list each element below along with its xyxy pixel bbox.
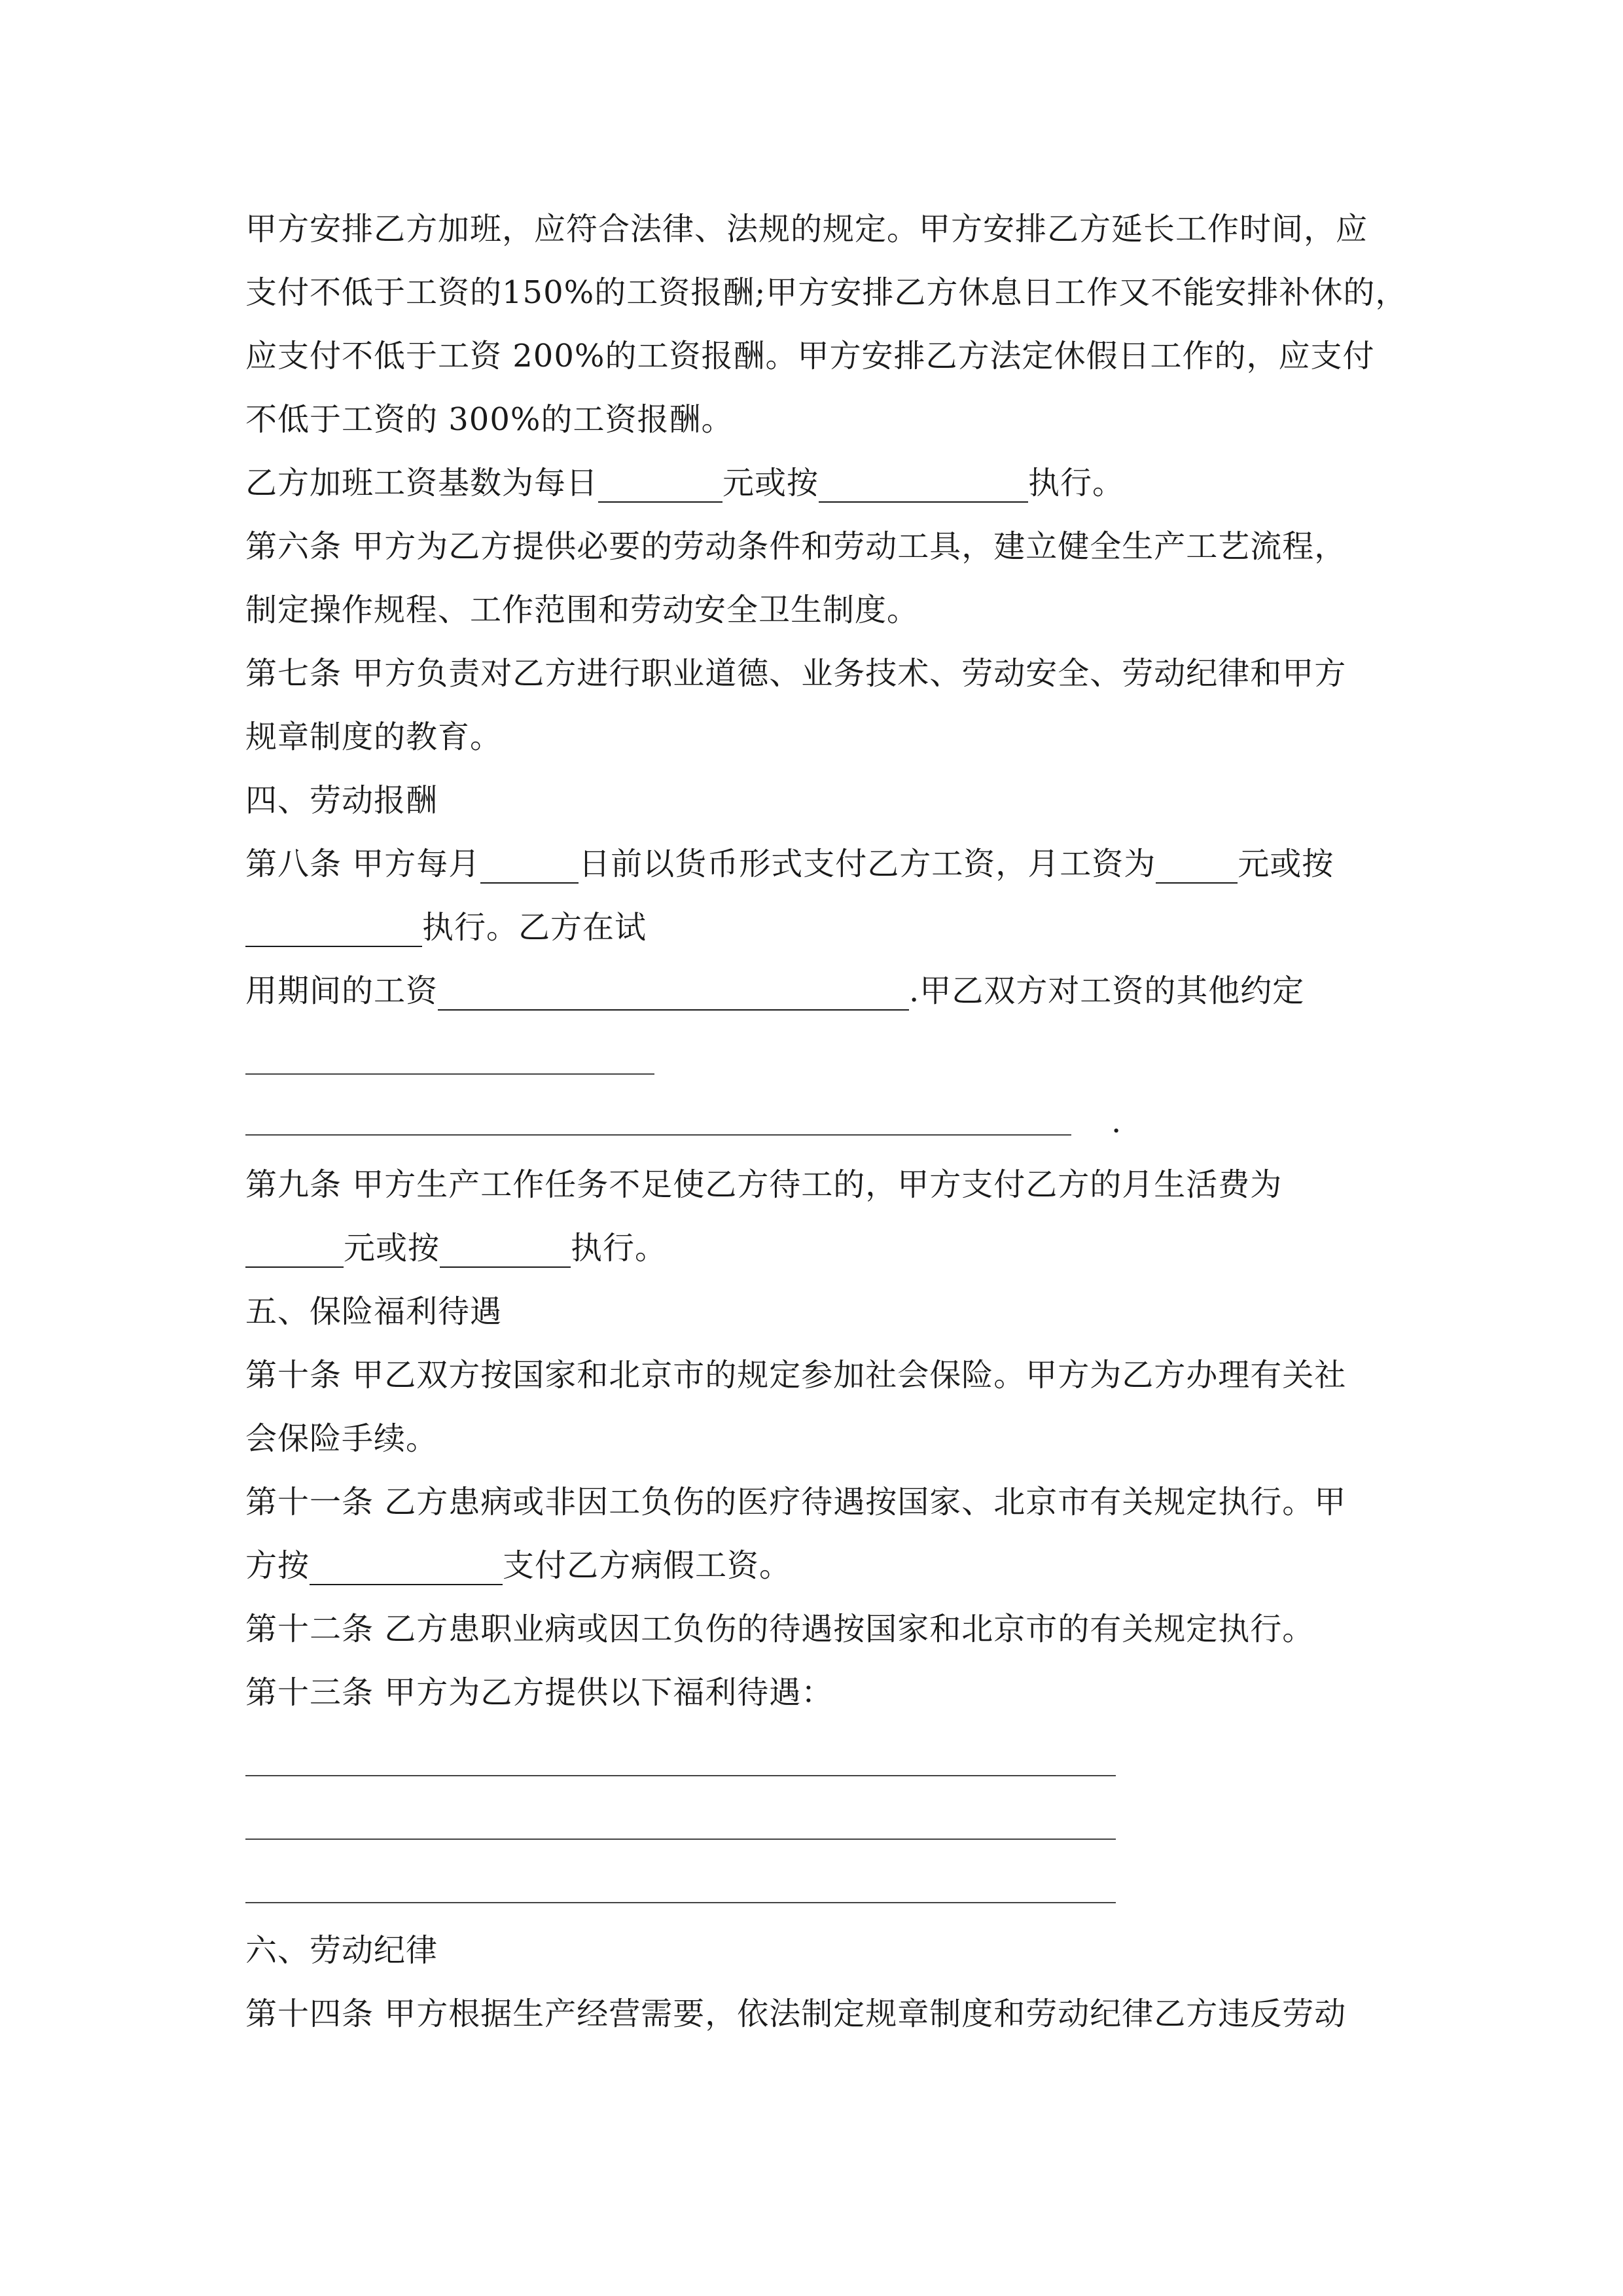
living-allowance-blank[interactable] [245,1236,344,1268]
wage-standard-blank[interactable] [245,916,422,947]
section-heading: 五、保险福利待遇 [245,1293,503,1330]
article-7-line: 规章制度的教育。 [245,719,503,755]
article-8-line: 第八条 甲方每月 日前以货币形式支付乙方工资，月工资为 元或按 [245,846,1334,882]
article-11-line: 第十一条 乙方患病或非因工负伤的医疗待遇按国家、北京市有关规定执行。甲 [245,1484,1347,1520]
benefits-blank[interactable] [245,1902,1116,1903]
paragraph-line: 支付不低于工资的150%的工资报酬;甲方安排乙方休息日工作又不能安排补休的， [245,274,1408,311]
article-8-line: 执行。乙方在试 [245,908,647,947]
paragraph-line: 不低于工资的 300%的工资报酬。 [245,401,734,438]
overtime-standard-blank[interactable] [819,471,1028,503]
article-6-line: 制定操作规程、工作范围和劳动安全卫生制度。 [245,592,919,628]
paragraph-line: 甲方安排乙方加班，应符合法律、法规的规定。甲方安排乙方延长工作时间，应 [245,211,1368,247]
end-period: . [1111,1103,1122,1140]
other-agreement-blank[interactable] [245,1134,1071,1136]
benefits-blank[interactable] [245,1775,1116,1776]
article-6-line: 第六条 甲方为乙方提供必要的劳动条件和劳动工具，建立健全生产工艺流程， [245,528,1347,565]
pay-day-blank[interactable] [480,852,579,884]
allowance-standard-blank[interactable] [440,1236,571,1268]
article-9-line: 第九条 甲方生产工作任务不足使乙方待工的，甲方支付乙方的月生活费为 [245,1166,1283,1203]
probation-wage-blank[interactable] [438,979,909,1011]
article-8-line: 用期间的工资 .甲乙双方对工资的其他约定 [245,973,1305,1009]
article-10-line: 会保险手续。 [245,1420,438,1457]
sick-pay-blank[interactable] [310,1554,503,1585]
article-7-line: 第七条 甲方负责对乙方进行职业道德、业务技术、劳动安全、劳动纪律和甲方 [245,655,1347,692]
article-12-line: 第十二条 乙方患职业病或因工负伤的待遇按国家和北京市的有关规定执行。 [245,1611,1315,1647]
section-heading: 六、劳动纪律 [245,1932,438,1969]
article-9-line: 元或按 执行。 [245,1229,667,1268]
article-11-line: 方按 支付乙方病假工资。 [245,1547,792,1584]
benefits-blank[interactable] [245,1839,1116,1840]
article-14-line: 第十四条 甲方根据生产经营需要，依法制定规章制度和劳动纪律乙方违反劳动 [245,1996,1347,2032]
other-agreement-blank[interactable] [245,1073,654,1075]
section-heading: 四、劳动报酬 [245,782,438,819]
article-13-line: 第十三条 甲方为乙方提供以下福利待遇： [245,1674,834,1711]
monthly-wage-blank[interactable] [1156,852,1238,884]
overtime-daily-blank[interactable] [598,471,722,503]
article-10-line: 第十条 甲乙双方按国家和北京市的规定参加社会保险。甲方为乙方办理有关社 [245,1357,1347,1393]
paragraph-line: 应支付不低于工资 200%的工资报酬。甲方安排乙方法定休假日工作的，应支付 [245,338,1375,374]
overtime-base-line: 乙方加班工资基数为每日 元或按 执行。 [245,465,1125,501]
